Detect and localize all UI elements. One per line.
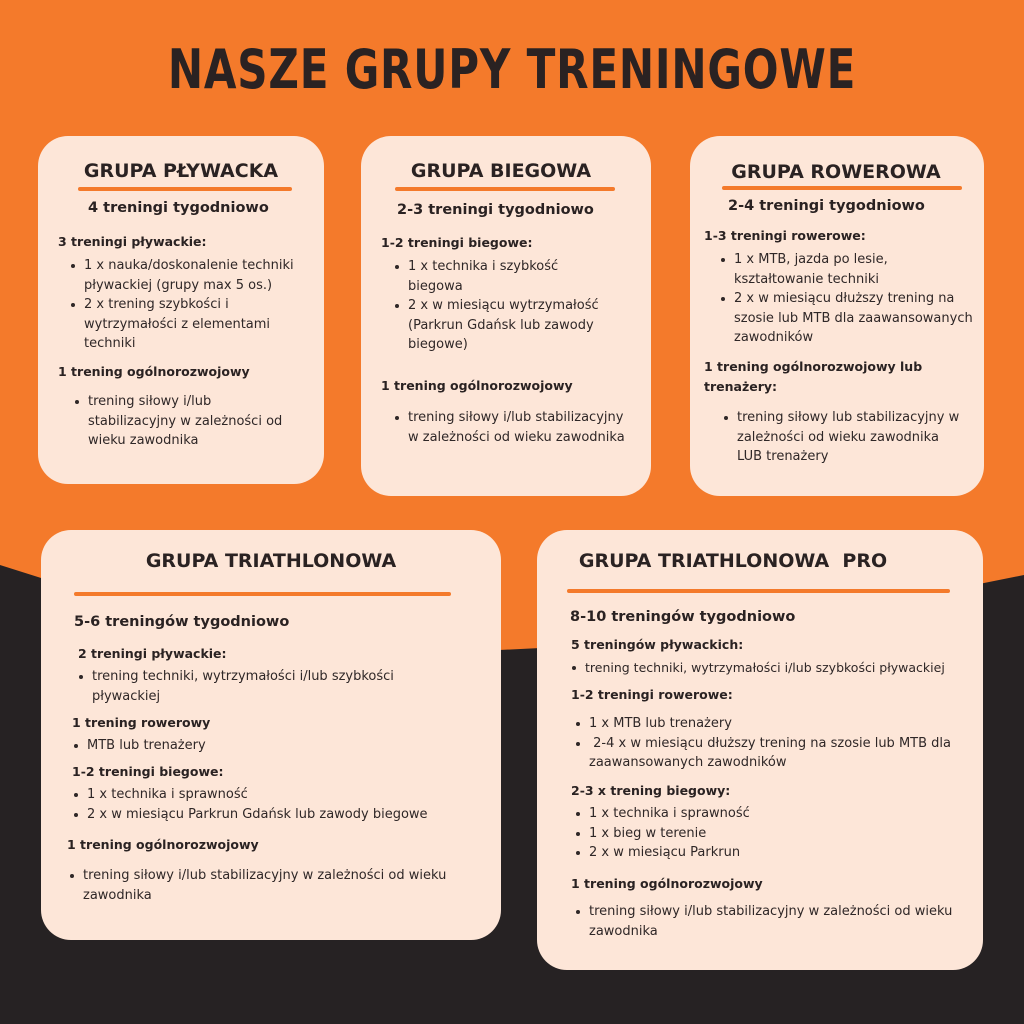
- card-underline: [567, 589, 950, 593]
- list-item: 1 x technika i sprawność: [574, 804, 964, 824]
- card-cycling-group: [690, 136, 984, 496]
- section-heading: 1 trening ogólnorozwojowy lub trenażery:: [704, 359, 923, 394]
- list-item: 2-4 x w miesiącu dłuższy trening na szosie lub MTB dla zaawansowanych zawodników: [574, 734, 964, 773]
- list-item: 1 x bieg w terenie: [574, 824, 964, 844]
- card-swimming-group: [38, 136, 324, 484]
- section-heading: 1 trening ogólnorozwojowy: [67, 837, 259, 852]
- card-frequency: 2-4 treningi tygodniowo: [728, 198, 925, 214]
- section-heading: 1 trening ogólnorozwojowy: [571, 876, 763, 891]
- section-list: [73, 392, 298, 451]
- page-title: NASZE GRUPY TRENINGOWE: [167, 38, 857, 101]
- card-frequency: 8-10 treningów tygodniowo: [570, 609, 796, 625]
- list-item: trening siłowy i/lub stabilizacyjny w zależności od wieku zawodnika: [574, 902, 974, 941]
- section-list: [68, 866, 448, 905]
- list-item: trening siłowy i/lub stabilizacyjny w zależności od wieku zawodnika: [393, 408, 633, 447]
- list-item: trening techniki, wytrzymałości i/lub szybkości pływackiej: [570, 658, 980, 678]
- card-underline: [78, 187, 292, 191]
- list-item: 2 x w miesiącu Parkrun Gdańsk lub zawody biegowe: [72, 805, 482, 825]
- section-list: [69, 256, 317, 354]
- card-underline: [74, 592, 451, 596]
- section-list: [393, 257, 643, 355]
- section-heading: 3 treningi pływackie:: [58, 234, 207, 249]
- section-heading: 1-2 treningi biegowe:: [381, 235, 533, 250]
- section-list: [574, 804, 964, 863]
- list-item: 2 x trening szybkości i wytrzymałości z elementami techniki: [69, 295, 317, 354]
- list-item: 2 x w miesiącu wytrzymałość (Parkrun Gdańsk lub zawody biegowe): [393, 296, 643, 355]
- section-heading: 1-2 treningi rowerowe:: [571, 687, 733, 702]
- section-heading: 1 trening ogólnorozwojowy: [381, 378, 573, 393]
- section-heading: 2 treningi pływackie:: [78, 646, 227, 661]
- card-title: GRUPA BIEGOWA: [410, 160, 592, 182]
- section-heading: 1 trening ogólnorozwojowy: [58, 364, 250, 379]
- section-list: [393, 408, 633, 447]
- section-list: [722, 408, 962, 467]
- list-item: 2 x w miesiącu dłuższy trening na szosie lub MTB dla zaawansowanych zawodników: [719, 289, 979, 348]
- list-item: trening siłowy lub stabilizacyjny w zależności od wieku zawodnika LUB trenażery: [722, 408, 962, 467]
- card-frequency: 2-3 treningi tygodniowo: [397, 202, 594, 218]
- section-heading: 2-3 x trening biegowy:: [571, 783, 731, 798]
- section-list: [570, 658, 980, 678]
- list-item: 1 x MTB lub trenażery: [574, 714, 964, 734]
- section-heading: 1-3 treningi rowerowe:: [704, 228, 866, 243]
- card-triathlon-pro-group: [537, 530, 983, 970]
- card-title: GRUPA PŁYWACKA: [83, 160, 279, 182]
- card-title: GRUPA TRIATHLONOWA PRO: [578, 550, 888, 572]
- section-list: [719, 250, 979, 348]
- section-list: [574, 714, 964, 773]
- section-list: [72, 736, 472, 756]
- card-triathlon-group: [41, 530, 501, 940]
- card-title: GRUPA TRIATHLONOWA: [145, 550, 397, 572]
- list-item: trening siłowy i/lub stabilizacyjny w zależności od wieku zawodnika: [68, 866, 448, 905]
- section-list: [72, 785, 482, 824]
- section-heading: 1 trening rowerowy: [72, 715, 211, 730]
- section-list: [574, 902, 974, 941]
- list-item: 1 x technika i sprawność: [72, 785, 482, 805]
- list-item: trening techniki, wytrzymałości i/lub szybkości pływackiej: [77, 667, 437, 706]
- list-item: 1 x MTB, jazda po lesie, kształtowanie techniki: [719, 250, 909, 289]
- list-item: 1 x nauka/doskonalenie techniki pływackiej (grupy max 5 os.): [69, 256, 317, 295]
- card-frequency: 5-6 treningów tygodniowo: [74, 614, 290, 630]
- card-frequency: 4 treningi tygodniowo: [88, 200, 269, 216]
- list-item: 1 x technika i szybkość biegowa: [393, 257, 568, 296]
- card-title: GRUPA ROWEROWA: [731, 161, 941, 183]
- section-heading: 1-2 treningi biegowe:: [72, 764, 224, 779]
- card-underline: [722, 186, 962, 190]
- list-item: trening siłowy i/lub stabilizacyjny w zależności od wieku zawodnika: [73, 392, 298, 451]
- card-underline: [395, 187, 615, 191]
- card-running-group: [361, 136, 651, 496]
- list-item: 2 x w miesiącu Parkrun: [574, 843, 964, 863]
- section-list: [77, 667, 437, 706]
- list-item: MTB lub trenażery: [72, 736, 472, 756]
- section-heading: 5 treningów pływackich:: [571, 637, 744, 652]
